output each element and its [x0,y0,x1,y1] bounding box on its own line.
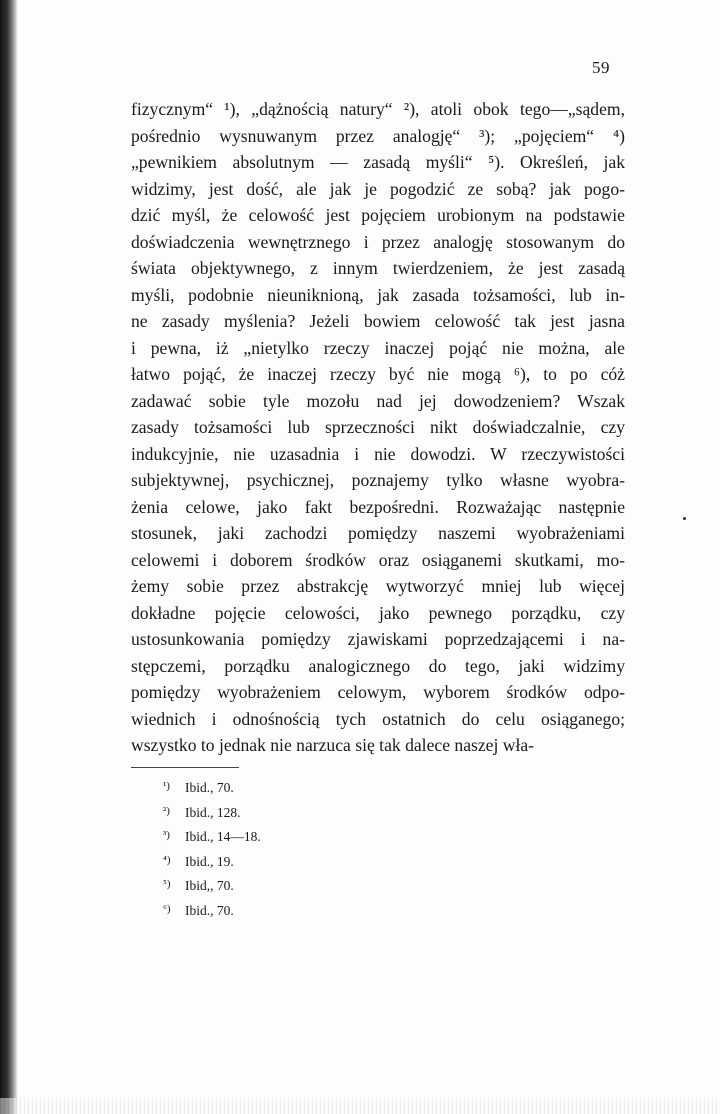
footnote-text: Ibid,, 70. [185,878,234,893]
text-line: dokładne pojęcie celowości, jako pewnego porządku, czy [131,602,625,623]
footnote [163,873,261,898]
text-line: celowemi i doborem środków oraz osiąganemi skutkami, mo- [131,549,625,570]
text-line: wiednich i odnośnością tych ostatnich do celu osiąganego; [131,708,625,729]
text-line: stępczemi, porządku analogicznego do tego, jaki widzimy [131,655,625,676]
text-line: dzić myśl, że celowość jest pojęciem urobionym na podstawie [131,205,625,225]
footnote-mark: ⁴) [163,853,171,866]
text-line: żemy sobie przez abstrakcję wytworzyć mniej lub więcej [131,576,625,596]
text-line: indukcyjnie, nie uzasadnia i nie dowodzi. W rzeczywistości [131,443,625,464]
text-line: żenia celowe, jako fakt bezpośredni. Rozważając następnie [131,496,625,517]
footnote-mark: ²) [163,804,170,817]
footnote-text: Ibid., 70. [185,780,234,795]
text-line: wszystko to jednak nie narzuca się tak dalece naszej wła- [131,735,535,755]
footnotes [163,775,261,922]
text-line: łatwo pojąć, że inaczej rzeczy być nie mogą ⁶), to po cóż [131,364,625,384]
text-line: stosunek, jaki zachodzi pomiędzy naszemi wyobrażeniami [131,523,625,543]
margin-mark [683,517,686,520]
footnote [163,775,261,800]
text-line: ustosunkowania pomiędzy zjawiskami poprzedzającemi i na- [131,629,625,649]
footnote [163,800,261,825]
text-line: świata objektywnego, z innym twierdzeniem, że jest zasadą [131,258,625,278]
footnote-mark: ¹) [163,780,170,792]
text-line: i pewna, iż „nietylko rzeczy inaczej pojąć nie można, ale [131,337,625,358]
footnote-text: Ibid., 19. [185,853,234,869]
scan-bottom-edge [0,1098,720,1114]
text-line: myśli, podobnie nieuniknioną, jak zasada tożsamości, lub in- [131,284,625,305]
footnote-text: Ibid., 128. [185,804,241,820]
footnote-separator [131,767,239,768]
footnote [163,898,261,923]
text-line: zasady tożsamości lub sprzeczności nikt doświadczalnie, czy [131,417,625,437]
text-line: widzimy, jest dość, ale jak je pogodzić ze sobą? jak pogo- [131,178,625,199]
footnote-text: Ibid., 14—18. [185,829,261,844]
page-binding-edge [0,0,18,1114]
footnote-mark: ⁶) [163,902,171,915]
text-line: doświadczenia wewnętrznego i przez analogję stosowanym do [131,231,625,252]
footnote-text: Ibid., 70. [185,902,234,918]
page-number: 59 [592,58,610,77]
footnote-mark: ⁵) [163,878,171,890]
text-line: pośrednio wysnuwanym przez analogję“ ³); „pojęciem“ ⁴) [131,125,625,146]
footnote [163,849,261,874]
body-text [131,96,625,759]
text-line: fizycznym“ ¹), „dążnością natury“ ²), atoli obok tego—„sądem, [131,99,625,119]
text-line: pomiędzy wyobrażeniem celowym, wyborem środków odpo- [131,682,625,702]
footnote-mark: ³) [163,829,170,841]
text-line: ne zasady myślenia? Jeżeli bowiem celowość tak jest jasna [131,311,625,331]
footnote [163,824,261,849]
text-line: „pewnikiem absolutnym — zasadą myśli“ ⁵). Określeń, jak [131,152,625,172]
text-line: zadawać sobie tyle mozołu nad jej dowodzeniem? Wszak [131,390,625,411]
text-line: subjektywnej, psychicznej, poznajemy tylko własne wyobra- [131,470,625,490]
